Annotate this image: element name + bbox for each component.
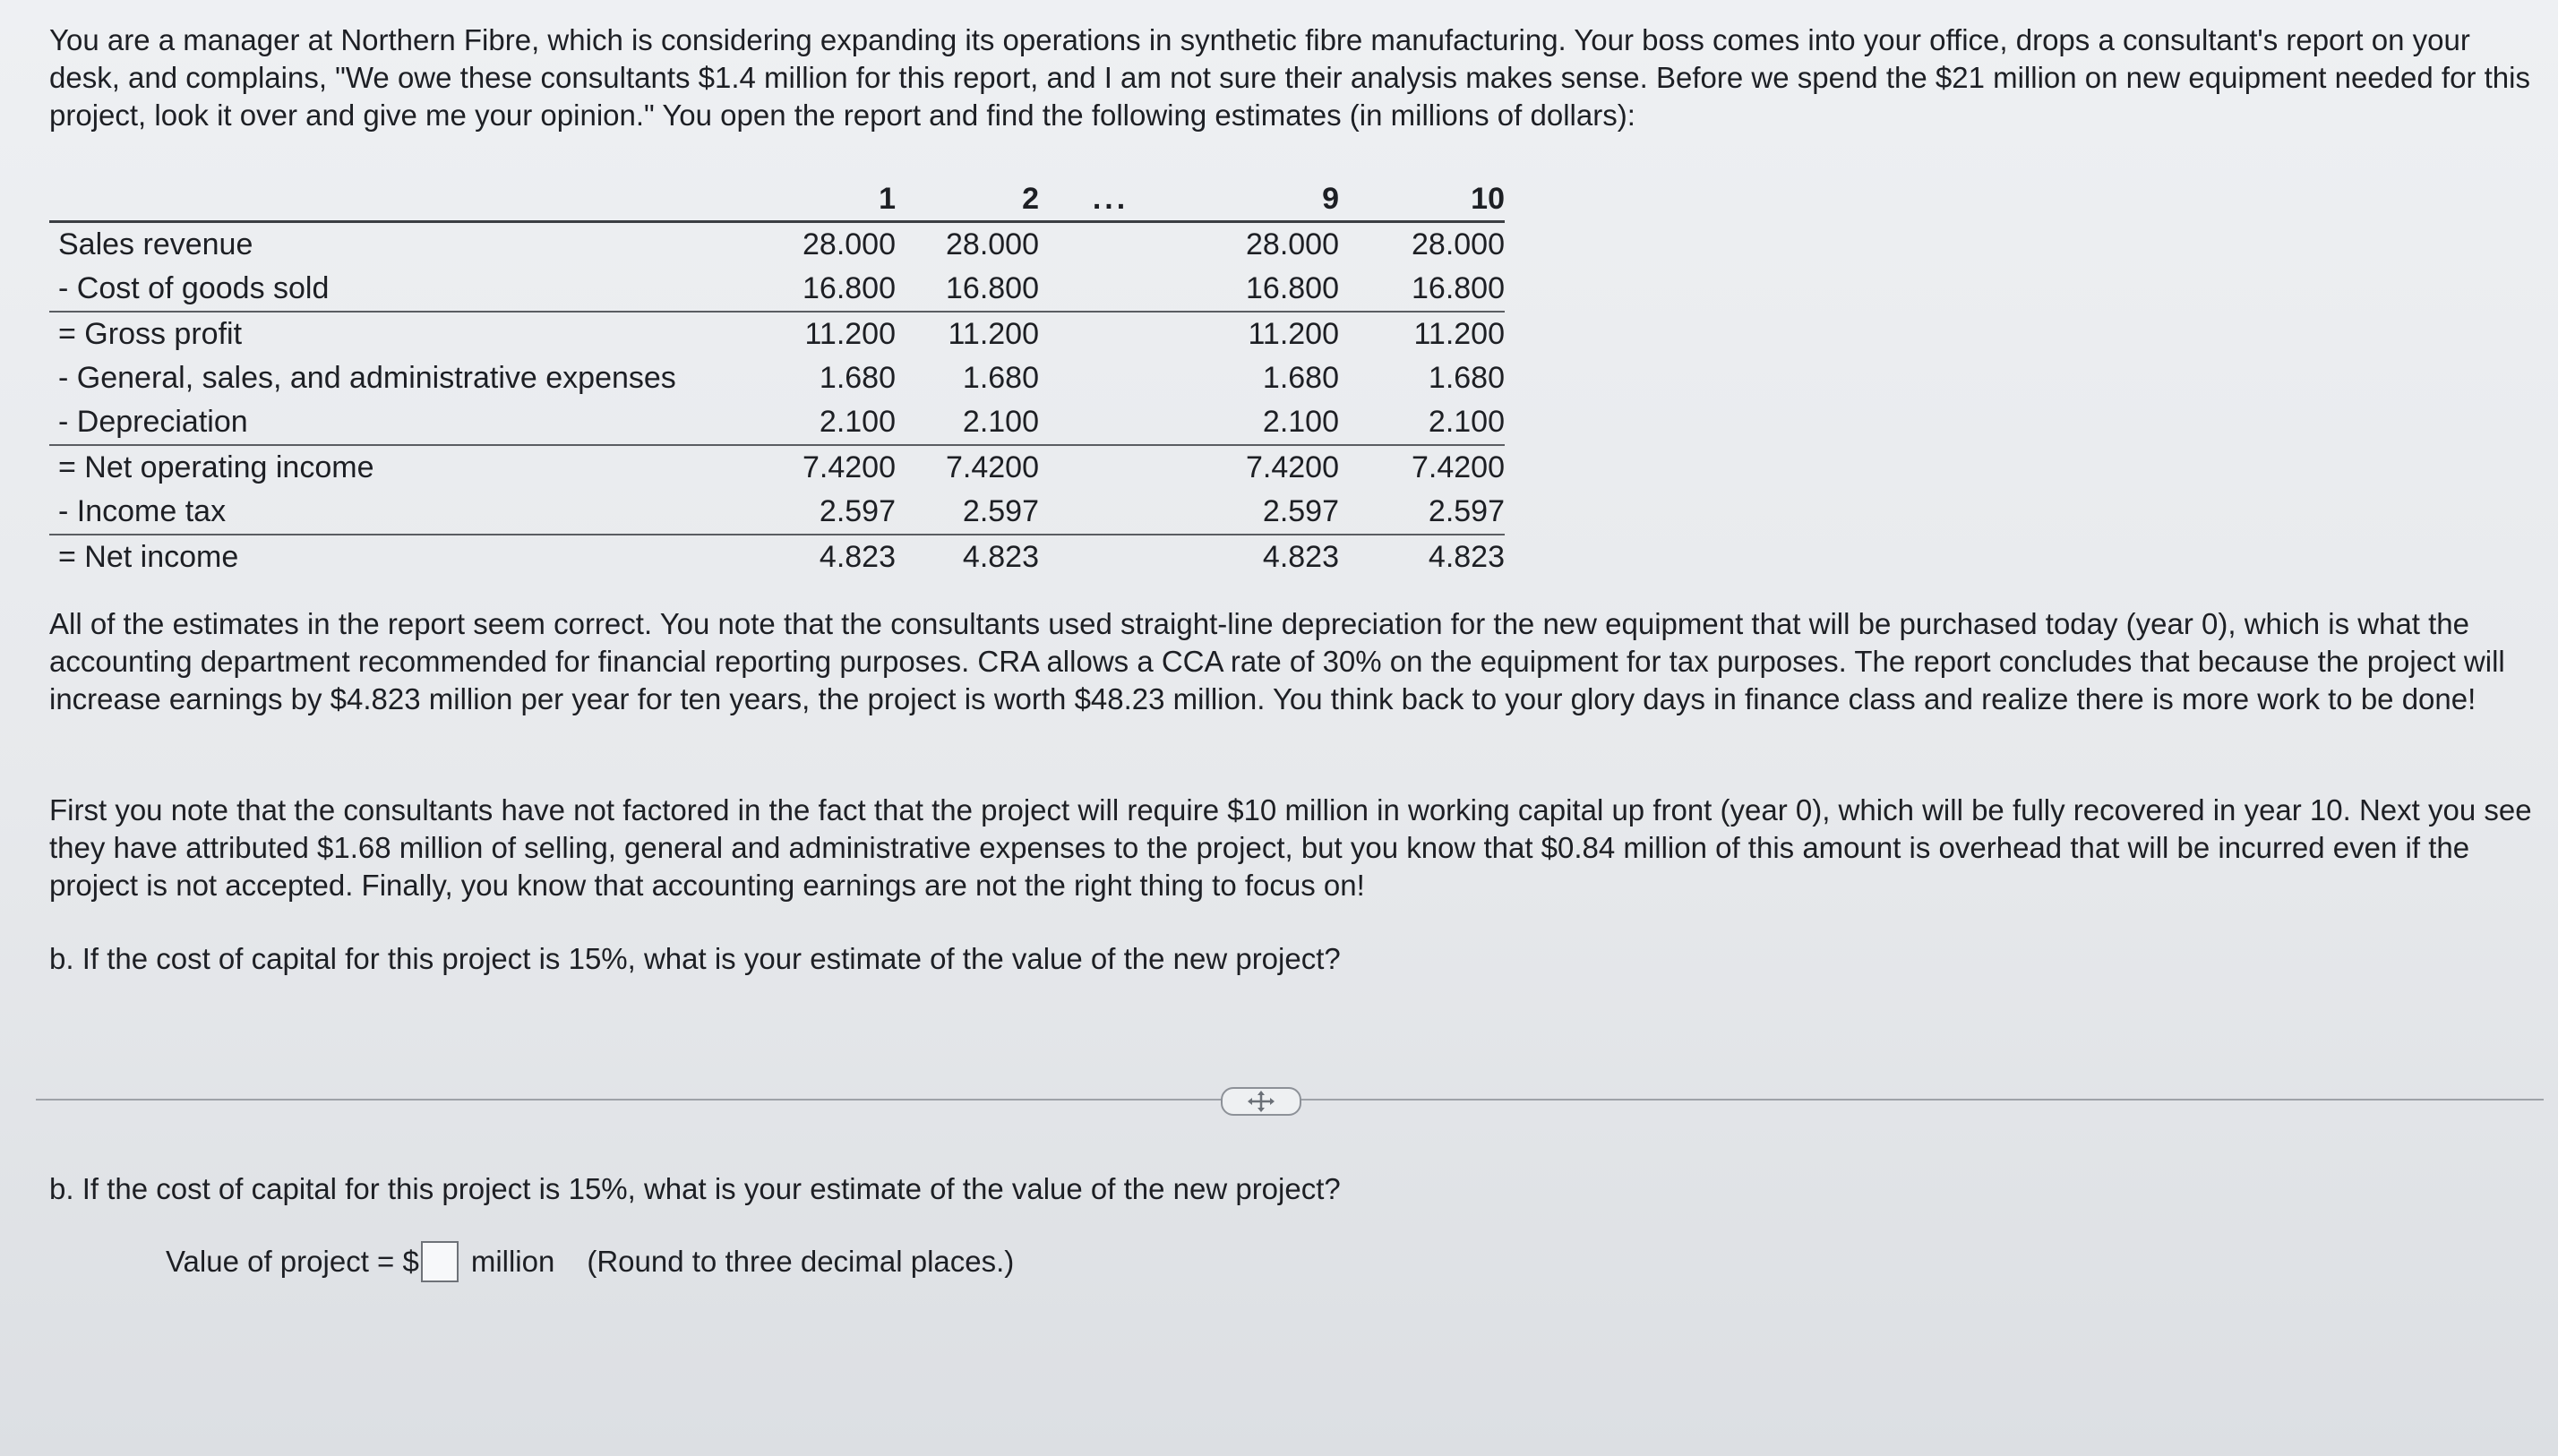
cell-value: 7.4200 — [1339, 445, 1505, 490]
divider-handle-button[interactable] — [1221, 1087, 1301, 1116]
row-label: - General, sales, and administrative expenses — [58, 361, 676, 395]
table-row — [49, 535, 1505, 579]
year-header: 10 — [1339, 172, 1505, 222]
row-label: - Depreciation — [58, 405, 248, 439]
row-label: = Net income — [49, 535, 775, 579]
table-row — [49, 312, 1505, 356]
cell-value: 7.4200 — [775, 445, 896, 490]
rounding-hint: (Round to three decimal places.) — [587, 1245, 1015, 1278]
row-label: - Cost of goods sold — [58, 271, 330, 305]
cell-value: 1.680 — [1428, 361, 1505, 395]
year-header: 1 — [775, 172, 896, 222]
table-row — [49, 490, 1505, 535]
cell-value: 2.100 — [1428, 405, 1505, 439]
cell-value: 4.823 — [1339, 535, 1505, 579]
cell-value: 11.200 — [1339, 312, 1505, 356]
cell-value: 2.597 — [1428, 494, 1505, 528]
table-row — [49, 222, 1505, 268]
year-header: 2 — [896, 172, 1039, 222]
cell-value: 4.823 — [896, 535, 1039, 579]
cell-value: 16.800 — [1246, 271, 1339, 305]
row-label: = Gross profit — [49, 312, 775, 356]
cell-value: 2.597 — [819, 494, 896, 528]
project-value-input[interactable] — [421, 1241, 459, 1282]
expand-arrows-icon — [1243, 1091, 1279, 1112]
cell-value: 16.800 — [946, 271, 1039, 305]
cell-value: 28.000 — [1246, 227, 1339, 261]
row-label: = Net operating income — [49, 445, 775, 490]
cell-value: 28.000 — [946, 227, 1039, 261]
question-text: b. If the cost of capital for this project is 15%, what is your estimate of the value of the new project? — [49, 942, 1341, 975]
row-label: - Income tax — [58, 494, 227, 528]
cell-value: 7.4200 — [1182, 445, 1339, 490]
problem-intro: You are a manager at Northern Fibre, which is considering expanding its operations in synthetic fibre manufacturing. Your boss comes into your office, drops a consultant's report on your desk, and complains, "We owe these consultants $1.4 million for this report, and I am not sure their analysis makes sense. Before we spend the $21 million on new equipment needed for this project, look it over and give me your opinion." You open the report and find the following estimates (in millions of dollars): — [49, 23, 2530, 132]
cell-value: 11.200 — [896, 312, 1039, 356]
table-header-row — [49, 172, 1505, 222]
cell-value: 11.200 — [775, 312, 896, 356]
table-row — [49, 267, 1505, 312]
answer-row — [166, 1241, 1014, 1282]
table-row — [49, 445, 1505, 490]
cell-value: 1.680 — [1262, 361, 1339, 395]
cell-value: 16.800 — [803, 271, 896, 305]
question-prompt: b. If the cost of capital for this project is 15%, what is your estimate of the value of the new project? — [49, 1172, 1341, 1205]
cell-value: 7.4200 — [896, 445, 1039, 490]
answer-unit: million — [470, 1245, 555, 1278]
cell-value: 16.800 — [1412, 271, 1505, 305]
cell-value: 4.823 — [775, 535, 896, 579]
cell-value: 11.200 — [1182, 312, 1339, 356]
row-label: Sales revenue — [58, 227, 253, 261]
row-label-header — [49, 172, 775, 222]
report-observation: All of the estimates in the report seem correct. You note that the consultants used straight-line depreciation for the new equipment that will be purchased today (year 0), which is what the accounting department recommended for financial reporting purposes. CRA allows a CCA rate of 30% on the equipment for tax purposes. The report concludes that because the project will increase earnings by $4.823 million per year for ten years, the project is worth $48.23 million. You think back to your glory days in finance class and realize there is more work to be done! — [49, 607, 2505, 715]
ellipsis-header: ... — [1039, 172, 1182, 222]
cell-value: 28.000 — [1412, 227, 1505, 261]
cell-value: 2.100 — [819, 405, 896, 439]
answer-prefix: Value of project = $ — [166, 1245, 419, 1278]
consultant-estimates-table — [49, 172, 1505, 579]
cell-value: 2.100 — [962, 405, 1039, 439]
cell-value: 2.597 — [962, 494, 1039, 528]
table-row — [49, 356, 1505, 400]
table-row — [49, 400, 1505, 445]
cell-value: 4.823 — [1182, 535, 1339, 579]
cell-value: 2.100 — [1262, 405, 1339, 439]
cell-value: 2.597 — [1262, 494, 1339, 528]
cell-value: 28.000 — [803, 227, 896, 261]
additional-notes: First you note that the consultants have not factored in the fact that the project will require $10 million in working capital up front (year 0), which will be fully recovered in year 10. Next you see they have attributed $1.68 million of selling, general and administrative expenses to the project, but you know that $0.84 million of this amount is overhead that will be incurred even if the project is not accepted. Finally, you know that accounting earnings are not the right thing to focus on! — [49, 793, 2532, 902]
year-header: 9 — [1182, 172, 1339, 222]
cell-value: 1.680 — [819, 361, 896, 395]
cell-value: 1.680 — [962, 361, 1039, 395]
